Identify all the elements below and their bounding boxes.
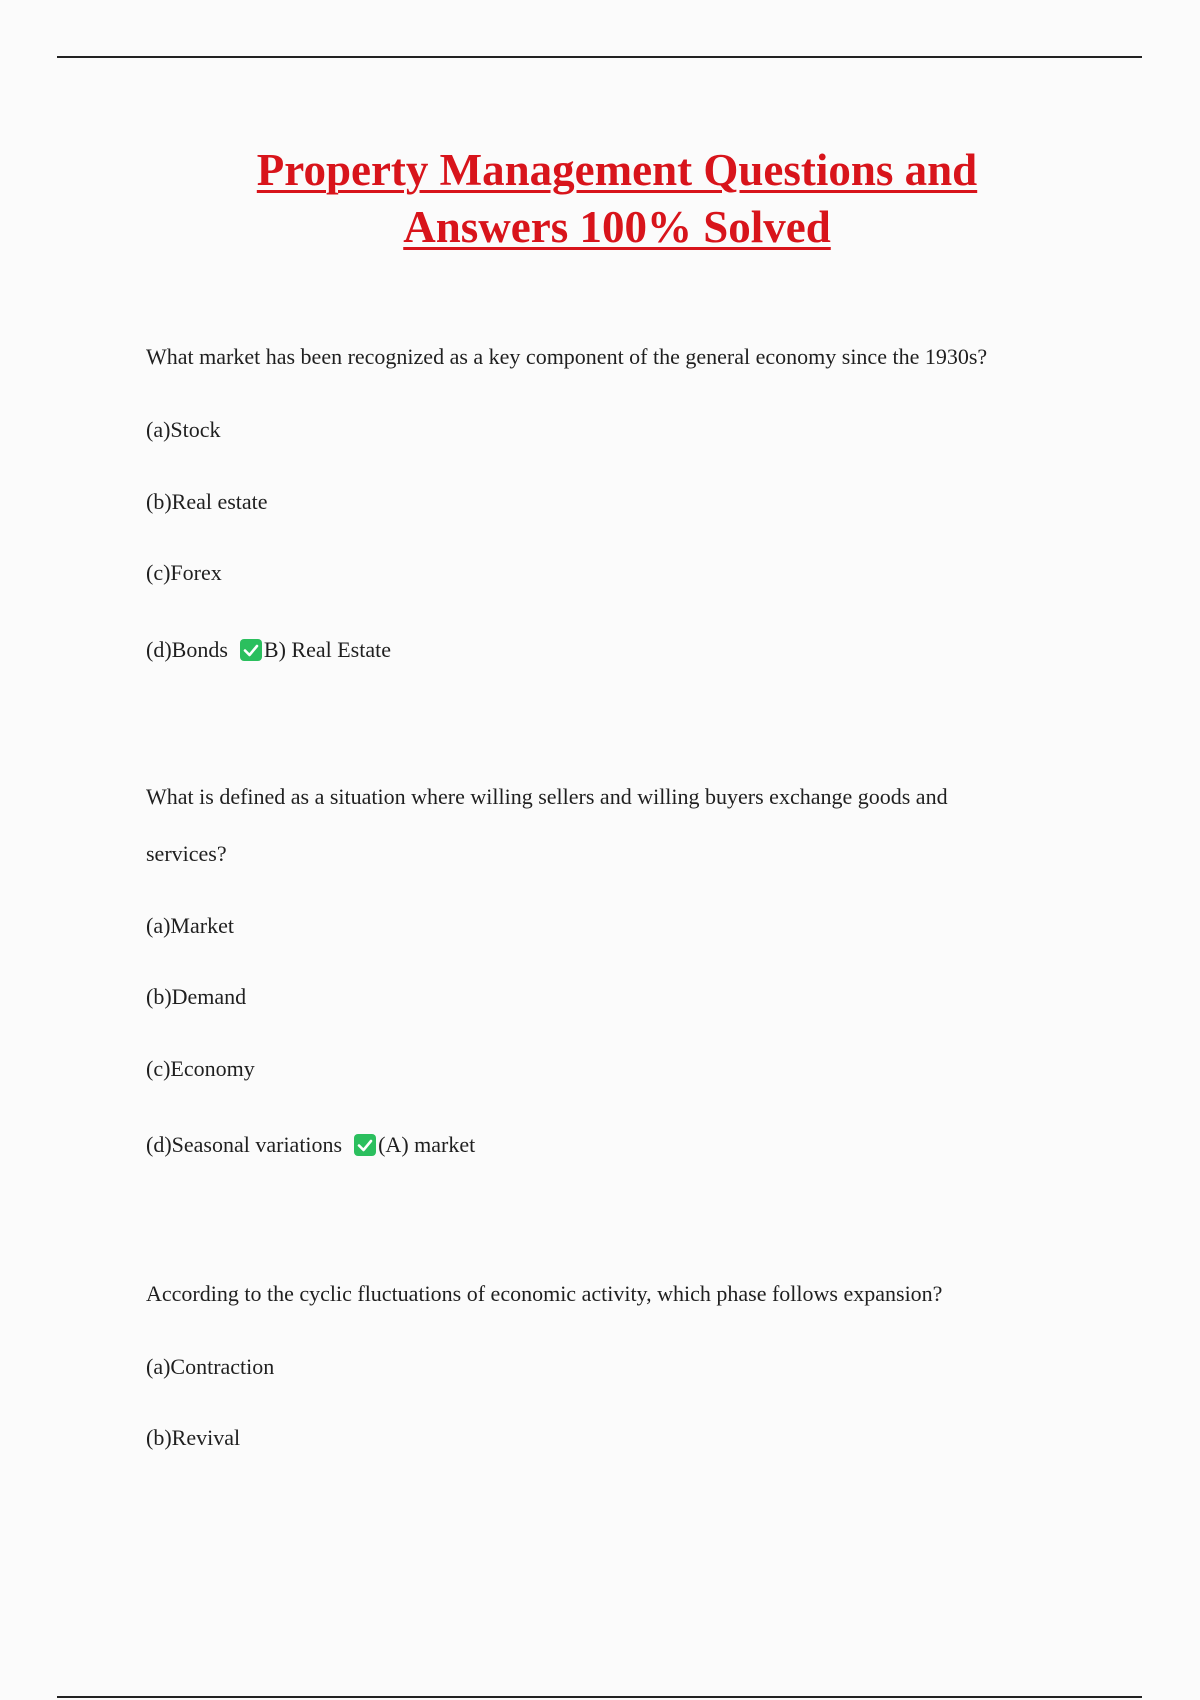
- check-mark-icon: [354, 1134, 376, 1156]
- question-2-prompt-line-1: What is defined as a situation where willing sellers and willing buyers exchange goods and: [146, 784, 948, 809]
- bottom-divider: [57, 1696, 1142, 1698]
- question-2-prompt-line-2: services?: [146, 841, 227, 866]
- question-1-option-b: (b)Real estate: [146, 489, 268, 514]
- question-2-option-a: (a)Market: [146, 913, 234, 938]
- question-1-option-a: (a)Stock: [146, 417, 221, 442]
- page-title-line-1: Property Management Questions and: [256, 145, 978, 195]
- question-2-option-c: (c)Economy: [146, 1056, 255, 1081]
- question-3-option-b: (b)Revival: [146, 1425, 241, 1450]
- question-3-option-a: (a)Contraction: [146, 1354, 275, 1379]
- question-1-answer: B) Real Estate: [263, 637, 391, 662]
- page-title-line-2: Answers 100% Solved: [403, 202, 831, 252]
- question-1-option-c: (c)Forex: [146, 560, 222, 585]
- question-3-prompt: According to the cyclic fluctuations of economic activity, which phase follows expansion?: [146, 1281, 943, 1306]
- question-1-prompt: What market has been recognized as a key component of the general economy since the 1930s?: [146, 344, 988, 369]
- top-divider: [57, 56, 1142, 58]
- question-2-option-d: (d)Seasonal variations: [146, 1132, 343, 1157]
- check-mark-icon: [240, 639, 262, 661]
- question-1-option-d: (d)Bonds: [146, 637, 228, 662]
- question-2-option-b: (b)Demand: [146, 984, 247, 1009]
- question-2-answer: (A) market: [378, 1132, 476, 1157]
- page-title: [0, 142, 1200, 256]
- question-1-option-d-row: [146, 636, 391, 664]
- question-2-option-d-row: [146, 1131, 475, 1159]
